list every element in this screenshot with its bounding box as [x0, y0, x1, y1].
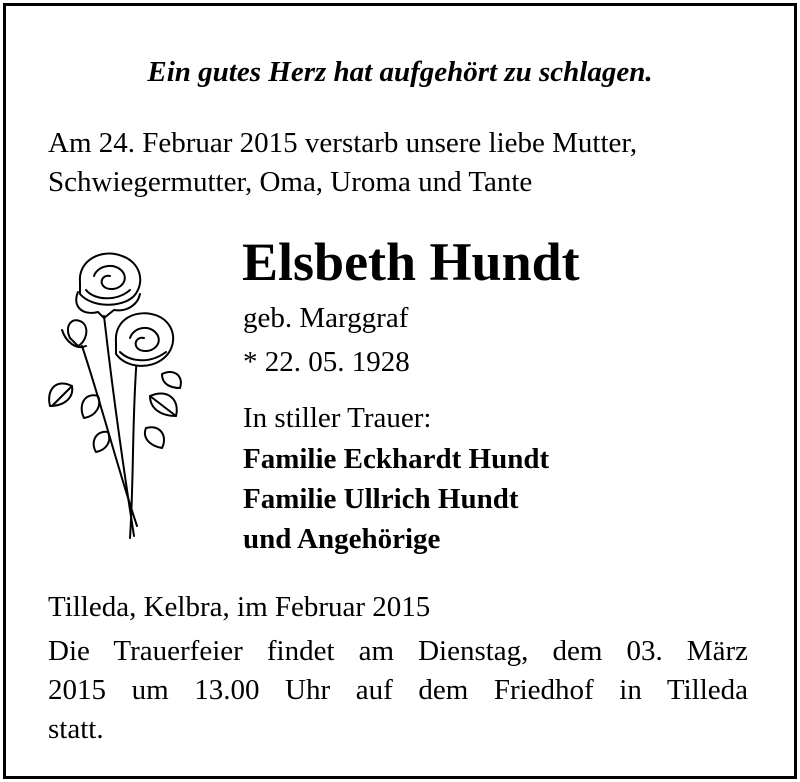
funeral-service-info — [48, 632, 748, 749]
obituary-card — [3, 3, 797, 779]
place-date: Tilleda, Kelbra, im Februar 2015 — [48, 591, 431, 623]
birth-date: * 22. 05. 1928 — [243, 346, 410, 378]
service-line: 2015 um 13.00 Uhr auf dem Friedhof in Tilleda — [48, 674, 748, 706]
intro-line: Am 24. Februar 2015 verstarb unsere liebe Mutter, — [48, 127, 638, 159]
deceased-name: Elsbeth Hundt — [242, 232, 580, 292]
rose-bouquet-icon — [42, 246, 192, 546]
mourner-family: und Angehörige — [243, 523, 441, 555]
intro-text — [48, 124, 748, 202]
mourning-label: In stiller Trauer: — [243, 402, 432, 434]
motto: Ein gutes Herz hat aufgehört zu schlagen. — [147, 56, 653, 88]
maiden-name: geb. Marggraf — [243, 302, 409, 334]
service-line: statt. — [48, 713, 104, 745]
service-line: Die Trauerfeier findet am Dienstag, dem 03. März — [48, 635, 748, 667]
intro-line: Schwiegermutter, Oma, Uroma und Tante — [48, 166, 533, 198]
mourner-family: Familie Ullrich Hundt — [243, 483, 519, 515]
mourner-family: Familie Eckhardt Hundt — [243, 443, 550, 475]
